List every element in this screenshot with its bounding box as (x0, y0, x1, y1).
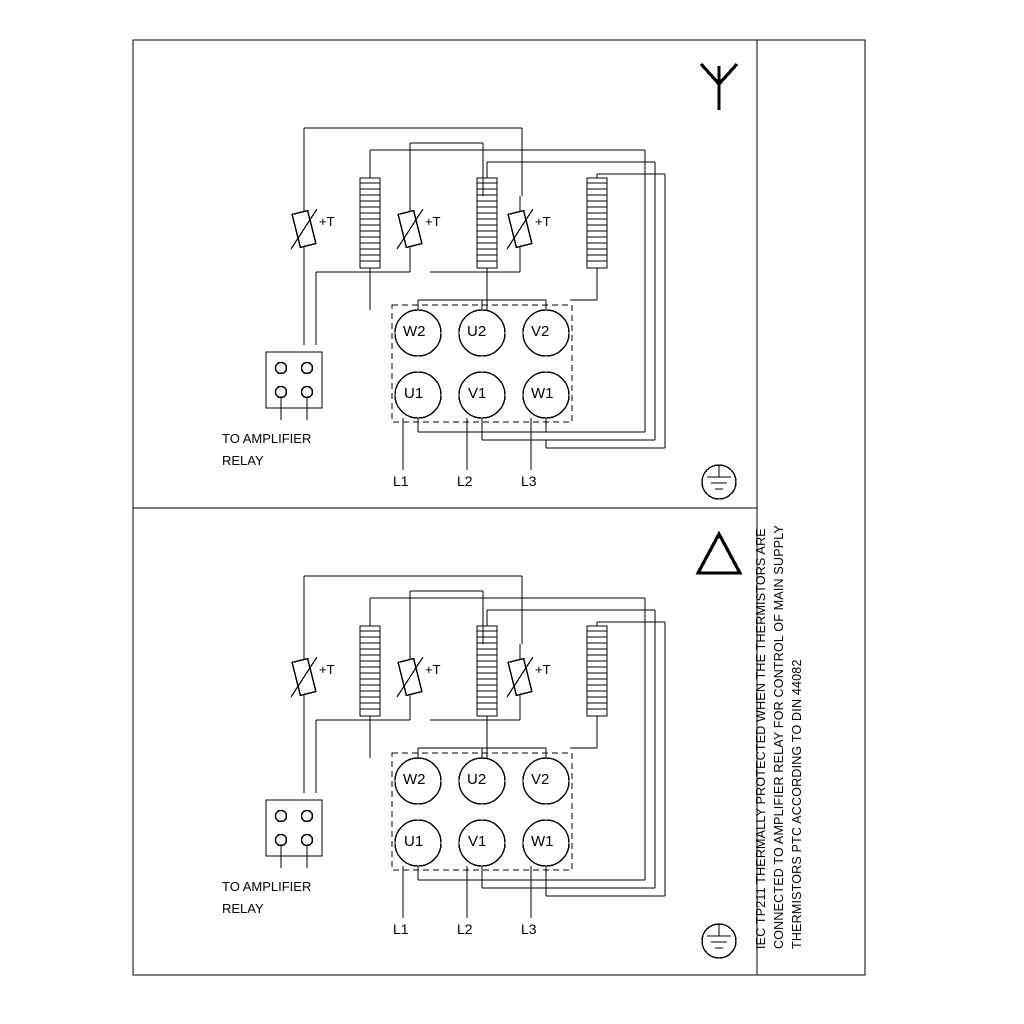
phase-label-L3-star: L3 (521, 473, 537, 489)
thermistor-3-delta (507, 644, 533, 710)
terminal-label-W2-star: W2 (403, 323, 426, 340)
phase-label-L1-delta: L1 (393, 921, 409, 937)
thermistor-label-1-delta: +T (319, 662, 335, 677)
thermistor-label-1-star: +T (319, 214, 335, 229)
terminal-label-W1-star: W1 (531, 385, 554, 402)
terminal-label-U1-star: U1 (404, 385, 424, 402)
phase-label-L3-delta: L3 (521, 921, 537, 937)
thermistor-1-delta (291, 644, 317, 710)
phase-label-L2-star: L2 (457, 473, 473, 489)
terminal-label-W2-delta: W2 (403, 771, 426, 788)
note-block (754, 40, 865, 975)
panel-delta (266, 534, 740, 958)
earth-ground-symbol-delta (702, 924, 736, 958)
winding-coil-3-star (570, 178, 607, 300)
amplifier-label-line1-delta: TO AMPLIFIER (222, 879, 312, 894)
thermistor-1-star (291, 196, 317, 262)
terminal-label-V2-delta: V2 (531, 771, 550, 788)
winding-coil-2-star (477, 178, 497, 310)
thermistor-2-delta (397, 644, 423, 710)
delta-symbol (698, 534, 740, 573)
terminal-label-V1-star: V1 (468, 385, 487, 402)
phase-label-L2-delta: L2 (457, 921, 473, 937)
terminal-label-V1-delta: V1 (468, 833, 487, 850)
note-line-1: IEC TP211 THERMALLY PROTECTED WHEN THE THERMISTORS ARE (754, 528, 768, 949)
amplifier-connector-block-delta (266, 800, 322, 868)
amplifier-label-line2-delta: RELAY (222, 901, 264, 916)
winding-coil-3-delta (570, 626, 607, 748)
terminal-label-U2-star: U2 (467, 323, 487, 340)
winding-coil-1-delta (360, 626, 380, 758)
amplifier-connector-block-star (266, 352, 322, 420)
thermistor-label-2-delta: +T (425, 662, 441, 677)
thermistor-label-3-delta: +T (535, 662, 551, 677)
earth-ground-symbol-star (702, 465, 736, 499)
amplifier-label-line2-star: RELAY (222, 453, 264, 468)
terminal-label-U1-delta: U1 (404, 833, 424, 850)
star-symbol (701, 64, 737, 110)
amplifier-label-line1-star: TO AMPLIFIER (222, 431, 312, 446)
thermistor-label-3-star: +T (535, 214, 551, 229)
winding-coil-2-delta (477, 626, 497, 758)
phase-label-L1-star: L1 (393, 473, 409, 489)
panel-star (266, 64, 737, 499)
thermistor-2-star (397, 196, 423, 262)
thermistor-3-star (507, 196, 533, 262)
note-line-2: CONNECTED TO AMPLIFIER RELAY FOR CONTROL OF MAIN SUPPLY (772, 524, 786, 949)
terminal-label-V2-star: V2 (531, 323, 550, 340)
winding-coil-1-star (360, 178, 380, 310)
thermistor-label-2-star: +T (425, 214, 441, 229)
terminal-label-W1-delta: W1 (531, 833, 554, 850)
note-line-3: THERMISTORS PTC ACCORDING TO DIN 44082 (790, 659, 804, 949)
terminal-label-U2-delta: U2 (467, 771, 487, 788)
